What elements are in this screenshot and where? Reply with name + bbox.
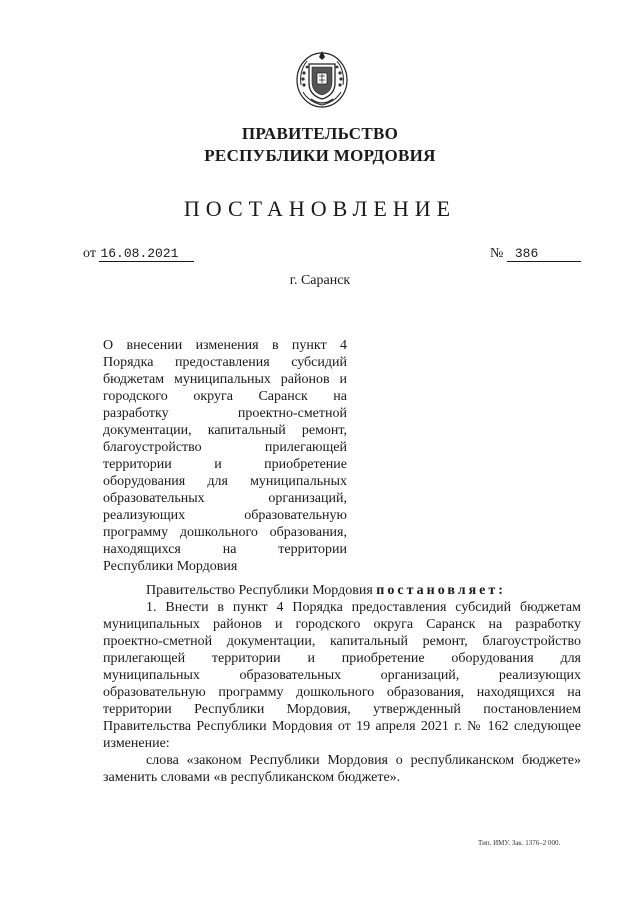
subject-line: разработку проектно-сметной bbox=[103, 406, 347, 421]
document-type-heading: ПОСТАНОВЛЕНИЕ bbox=[183, 196, 457, 221]
decree-body bbox=[103, 582, 581, 786]
subject-line: городского округа Саранск на bbox=[103, 389, 347, 404]
subject-line: реализующих образовательную bbox=[103, 508, 347, 523]
paragraph-line: проектно-сметной документации, капитальный ремонт, благоустройство bbox=[103, 634, 581, 649]
subject-block bbox=[103, 337, 347, 575]
subject-line: Порядка предоставления субсидий bbox=[103, 355, 347, 370]
subject-line: территории и приобретение bbox=[103, 457, 347, 472]
subject-line: образовательных организаций, bbox=[103, 491, 347, 506]
issue-city: г. Саранск bbox=[289, 273, 351, 288]
number-prefix: № bbox=[490, 246, 504, 261]
subject-line: бюджетам муниципальных районов и bbox=[103, 372, 347, 387]
date-prefix: от bbox=[83, 246, 96, 261]
print-mark: Тип. ИМУ. Зак. 1376–2 000. bbox=[478, 839, 561, 847]
paragraph-line: муниципальных районов и городского округа Саранск на разработку bbox=[103, 617, 581, 632]
subject-line: О внесении изменения в пункт 4 bbox=[103, 338, 347, 353]
paragraph-line: прилегающей территории и приобретение оборудования для bbox=[103, 651, 581, 666]
paragraph-line: заменить словами «в республиканском бюджете». bbox=[103, 770, 401, 785]
coat-of-arms-emblem bbox=[295, 47, 349, 109]
preamble-line bbox=[103, 582, 581, 599]
paragraph-line: 1. Внести в пункт 4 Порядка предоставления субсидий бюджетам bbox=[146, 600, 581, 615]
subject-line: благоустройство прилегающей bbox=[103, 440, 347, 455]
subject-line: программу дошкольного образования, bbox=[103, 525, 347, 540]
paragraph-line: слова «законом Республики Мордовия о республиканском бюджете» bbox=[146, 753, 581, 768]
subject-line: Республики Мордовия bbox=[103, 559, 238, 574]
preamble-text: Правительство Республики Мордовия bbox=[146, 583, 373, 598]
subject-line: находящихся на территории bbox=[103, 542, 347, 557]
document-number: 386 bbox=[507, 246, 581, 262]
subject-line: оборудования для муниципальных bbox=[103, 474, 347, 489]
paragraph-line: изменение: bbox=[103, 736, 170, 751]
paragraph-line: муниципальных образовательных организаций, реализующих bbox=[103, 668, 581, 683]
republic-title: РЕСПУБЛИКИ МОРДОВИЯ bbox=[204, 146, 436, 165]
date-line bbox=[83, 246, 194, 262]
paragraph-line: образовательную программу дошкольного образования, находящихся на bbox=[103, 685, 581, 700]
government-title: ПРАВИТЕЛЬСТВО bbox=[241, 124, 399, 143]
paragraph-line: Правительства Республики Мордовия от 19 апреля 2021 г. № 162 следующее bbox=[103, 719, 581, 734]
decree-word: постановляет: bbox=[376, 583, 506, 598]
paragraph-line: территории Республики Мордовия, утвержденный постановлением bbox=[103, 702, 581, 717]
document-date: 16.08.2021 bbox=[99, 246, 194, 262]
subject-line: документации, капитальный ремонт, bbox=[103, 423, 347, 438]
number-line bbox=[490, 246, 581, 262]
